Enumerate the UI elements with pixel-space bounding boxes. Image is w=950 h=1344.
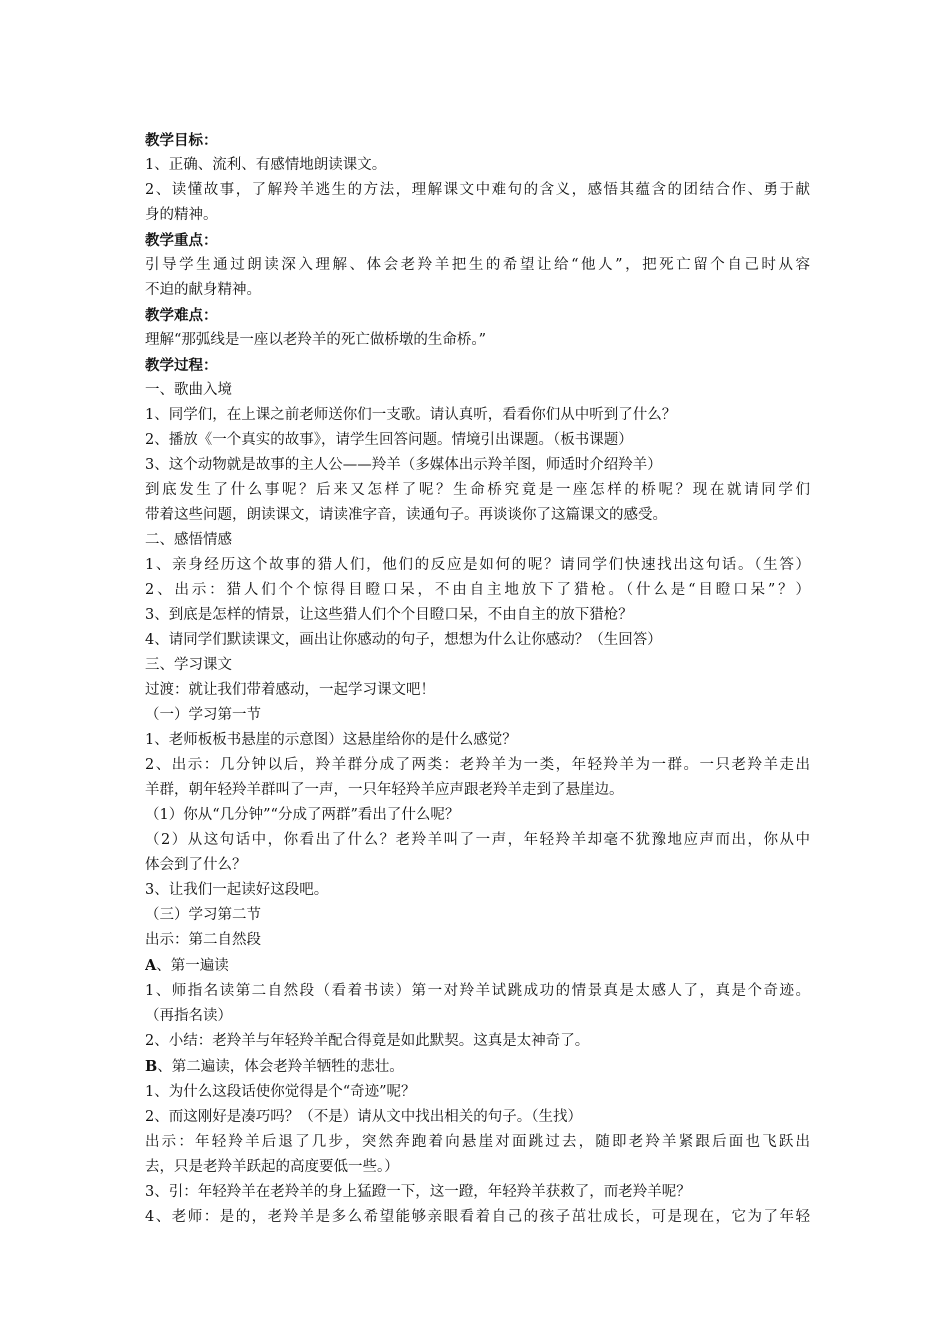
text-line	[145, 953, 810, 979]
text-line: 二、感悟情感	[145, 532, 232, 548]
text-line: 3、引：年轻羚羊在老羚羊的身上猛蹬一下，这一蹬，年轻羚羊获救了，而老羚羊呢？	[145, 1184, 691, 1200]
document-page	[145, 128, 810, 1230]
text-line: 带着这些问题，朗读课文，请读准字音，读通句子。再谈谈你了这篇课文的感受。	[145, 507, 667, 523]
text-line: 身的精神。	[145, 207, 218, 223]
section-heading: 教学目标：	[145, 132, 218, 149]
text-line: 过渡：就让我们带着感动，一起学习课文吧！	[145, 682, 435, 698]
text-line: 1、师指名读第二自然段（看着书读）第一对羚羊试跳成功的情景真是太感人了，真是个奇迹。	[145, 983, 810, 999]
text-line: 3、到底是怎样的情景，让这些猎人们个个目瞪口呆，不由自主的放下猎枪？	[145, 607, 633, 623]
text-line-rest: 、第二遍读，体会老羚羊牺牲的悲壮。	[157, 1059, 404, 1075]
text-line: （再指名读）	[145, 1008, 232, 1024]
text-line-rest: 、第一遍读	[156, 958, 229, 974]
text-line	[145, 1054, 810, 1080]
text-line: 1、同学们，在上课之前老师送你们一支歌。请认真听，看看你们从中听到了什么？	[145, 407, 677, 423]
text-line: 2、出示：猎人们个个惊得目瞪口呆，不由自主地放下了猎枪。（什么是“目瞪口呆”？）	[145, 582, 810, 598]
text-line: 3、让我们一起读好这段吧。	[145, 882, 329, 898]
text-line: 到底发生了什么事呢？后来又怎样了呢？生命桥究竟是一座怎样的桥呢？现在就请同学们	[145, 482, 810, 498]
text-line: （一）学习第一节	[145, 707, 261, 723]
text-line: （1）你从“几分钟”“分成了两群”看出了什么呢？	[145, 807, 460, 823]
text-line: （2）从这句话中，你看出了什么？老羚羊叫了一声，年轻羚羊却毫不犹豫地应声而出，你从中	[145, 832, 810, 848]
text-line: 4、请同学们默读课文，画出让你感动的句子，想想为什么让你感动？（生回答）	[145, 632, 662, 648]
section-heading: 教学过程：	[145, 357, 218, 374]
section-letter: B	[145, 1058, 158, 1075]
text-line: 1、正确、流利、有感情地朗读课文。	[145, 157, 387, 173]
text-line: 理解“那弧线是一座以老羚羊的死亡做桥墩的生命桥。”	[145, 332, 487, 348]
section-letter: A	[145, 957, 157, 974]
text-line: 引导学生通过朗读深入理解、体会老羚羊把生的希望让给“他人”，把死亡留个自己时从容	[145, 257, 810, 273]
text-line: 去，只是老羚羊跃起的高度要低一些。）	[145, 1159, 399, 1175]
text-line: 2、小结：老羚羊与年轻羚羊配合得竟是如此默契。这真是太神奇了。	[145, 1033, 590, 1049]
text-line: 2、出示：几分钟以后，羚羊群分成了两类：老羚羊为一类，年轻羚羊为一群。一只老羚羊走出	[145, 757, 810, 773]
text-line: 羊群，朝年轻羚羊群叫了一声，一只年轻羚羊应声跟老羚羊走到了悬崖边。	[145, 782, 624, 798]
text-line: 体会到了什么？	[145, 857, 247, 873]
text-line: 2、而这刚好是凑巧吗？（不是）请从文中找出相关的句子。（生找）	[145, 1109, 582, 1125]
text-line: 4、老师：是的，老羚羊是多么希望能够亲眼看着自己的孩子茁壮成长，可是现在，它为了年轻	[145, 1209, 810, 1225]
section-heading: 教学重点：	[145, 232, 218, 249]
text-line: 不迫的献身精神。	[145, 282, 261, 298]
text-line: 1、为什么这段话使你觉得是个“奇迹”呢？	[145, 1084, 416, 1100]
text-line: 1、老师板板书悬崖的示意图）这悬崖给你的是什么感觉？	[145, 732, 517, 748]
text-line: 2、播放《一个真实的故事》，请学生回答问题。情境引出课题。（板书课题）	[145, 432, 633, 448]
text-line: 1、亲身经历这个故事的猎人们，他们的反应是如何的呢？请同学们快速找出这句话。（生答）	[145, 557, 810, 573]
text-line: （三）学习第二节	[145, 907, 261, 923]
section-heading: 教学难点：	[145, 307, 218, 324]
text-line: 三、学习课文	[145, 657, 232, 673]
text-line: 2、读懂故事，了解羚羊逃生的方法，理解课文中难句的含义，感悟其蕴含的团结合作、勇于献	[145, 182, 810, 198]
text-line: 出示：年轻羚羊后退了几步，突然奔跑着向悬崖对面跳过去，随即老羚羊紧跟后面也飞跃出	[145, 1134, 810, 1150]
text-line: 一、歌曲入境	[145, 382, 232, 398]
text-line: 3、这个动物就是故事的主人公——羚羊（多媒体出示羚羊图，师适时介绍羚羊）	[145, 457, 662, 473]
text-line: 出示：第二自然段	[145, 932, 261, 948]
